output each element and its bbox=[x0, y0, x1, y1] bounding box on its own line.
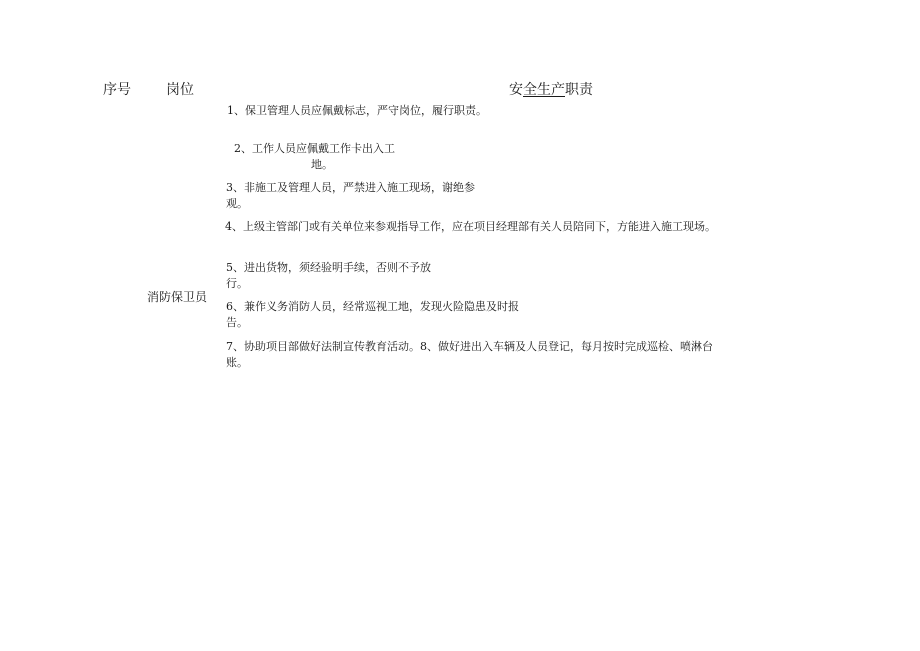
role-label: 消防保卫员 bbox=[147, 290, 208, 304]
duty-item-7-line1: 7、协助项目部做好法制宣传教育活动。8、做好进出入车辆及人员登记，每月按时完成巡检、喷淋台 bbox=[226, 340, 713, 353]
duty-item-7-line2: 账。 bbox=[226, 356, 248, 369]
duty-item-6-line1: 6、兼作义务消防人员，经常巡视工地，发现火险隐患及时报 bbox=[226, 300, 519, 313]
duty-item-6-line2: 告。 bbox=[226, 316, 248, 329]
header-duty-part-b: 全生产 bbox=[523, 82, 565, 98]
duty-item-1-line1: 1、保卫管理人员应佩戴标志，严守岗位，履行职责。 bbox=[227, 104, 487, 117]
duty-item-2-line1: 2、工作人员应佩戴工作卡出入工 bbox=[234, 142, 395, 155]
header-duty-part-a: 安 bbox=[509, 82, 523, 98]
duty-item-5-line1: 5、进出货物，须经验明手续，否则不予放 bbox=[226, 261, 431, 274]
header-duty bbox=[509, 81, 593, 99]
duty-item-3-line2: 观。 bbox=[226, 197, 248, 210]
duty-item-1 bbox=[227, 103, 487, 119]
duty-item-6 bbox=[226, 299, 519, 331]
duty-item-4-line1: 4、上级主管部门或有关单位来参观指导工作，应在项目经理部有关人员陪同下，方能进入施工现场。 bbox=[225, 220, 716, 233]
duty-item-2 bbox=[234, 141, 395, 173]
duty-item-5 bbox=[226, 260, 431, 292]
header-post: 岗位 bbox=[166, 82, 194, 98]
header-seq: 序号 bbox=[103, 82, 131, 98]
duty-item-3-line1: 3、非施工及管理人员，严禁进入施工现场，谢绝参 bbox=[226, 181, 475, 194]
duty-item-7 bbox=[226, 339, 713, 371]
duty-item-4 bbox=[225, 219, 716, 235]
duty-item-5-line2: 行。 bbox=[226, 277, 248, 290]
duty-item-3 bbox=[226, 180, 475, 212]
duty-item-2-line2: 地。 bbox=[311, 158, 333, 171]
header-duty-part-c: 职责 bbox=[565, 82, 593, 98]
